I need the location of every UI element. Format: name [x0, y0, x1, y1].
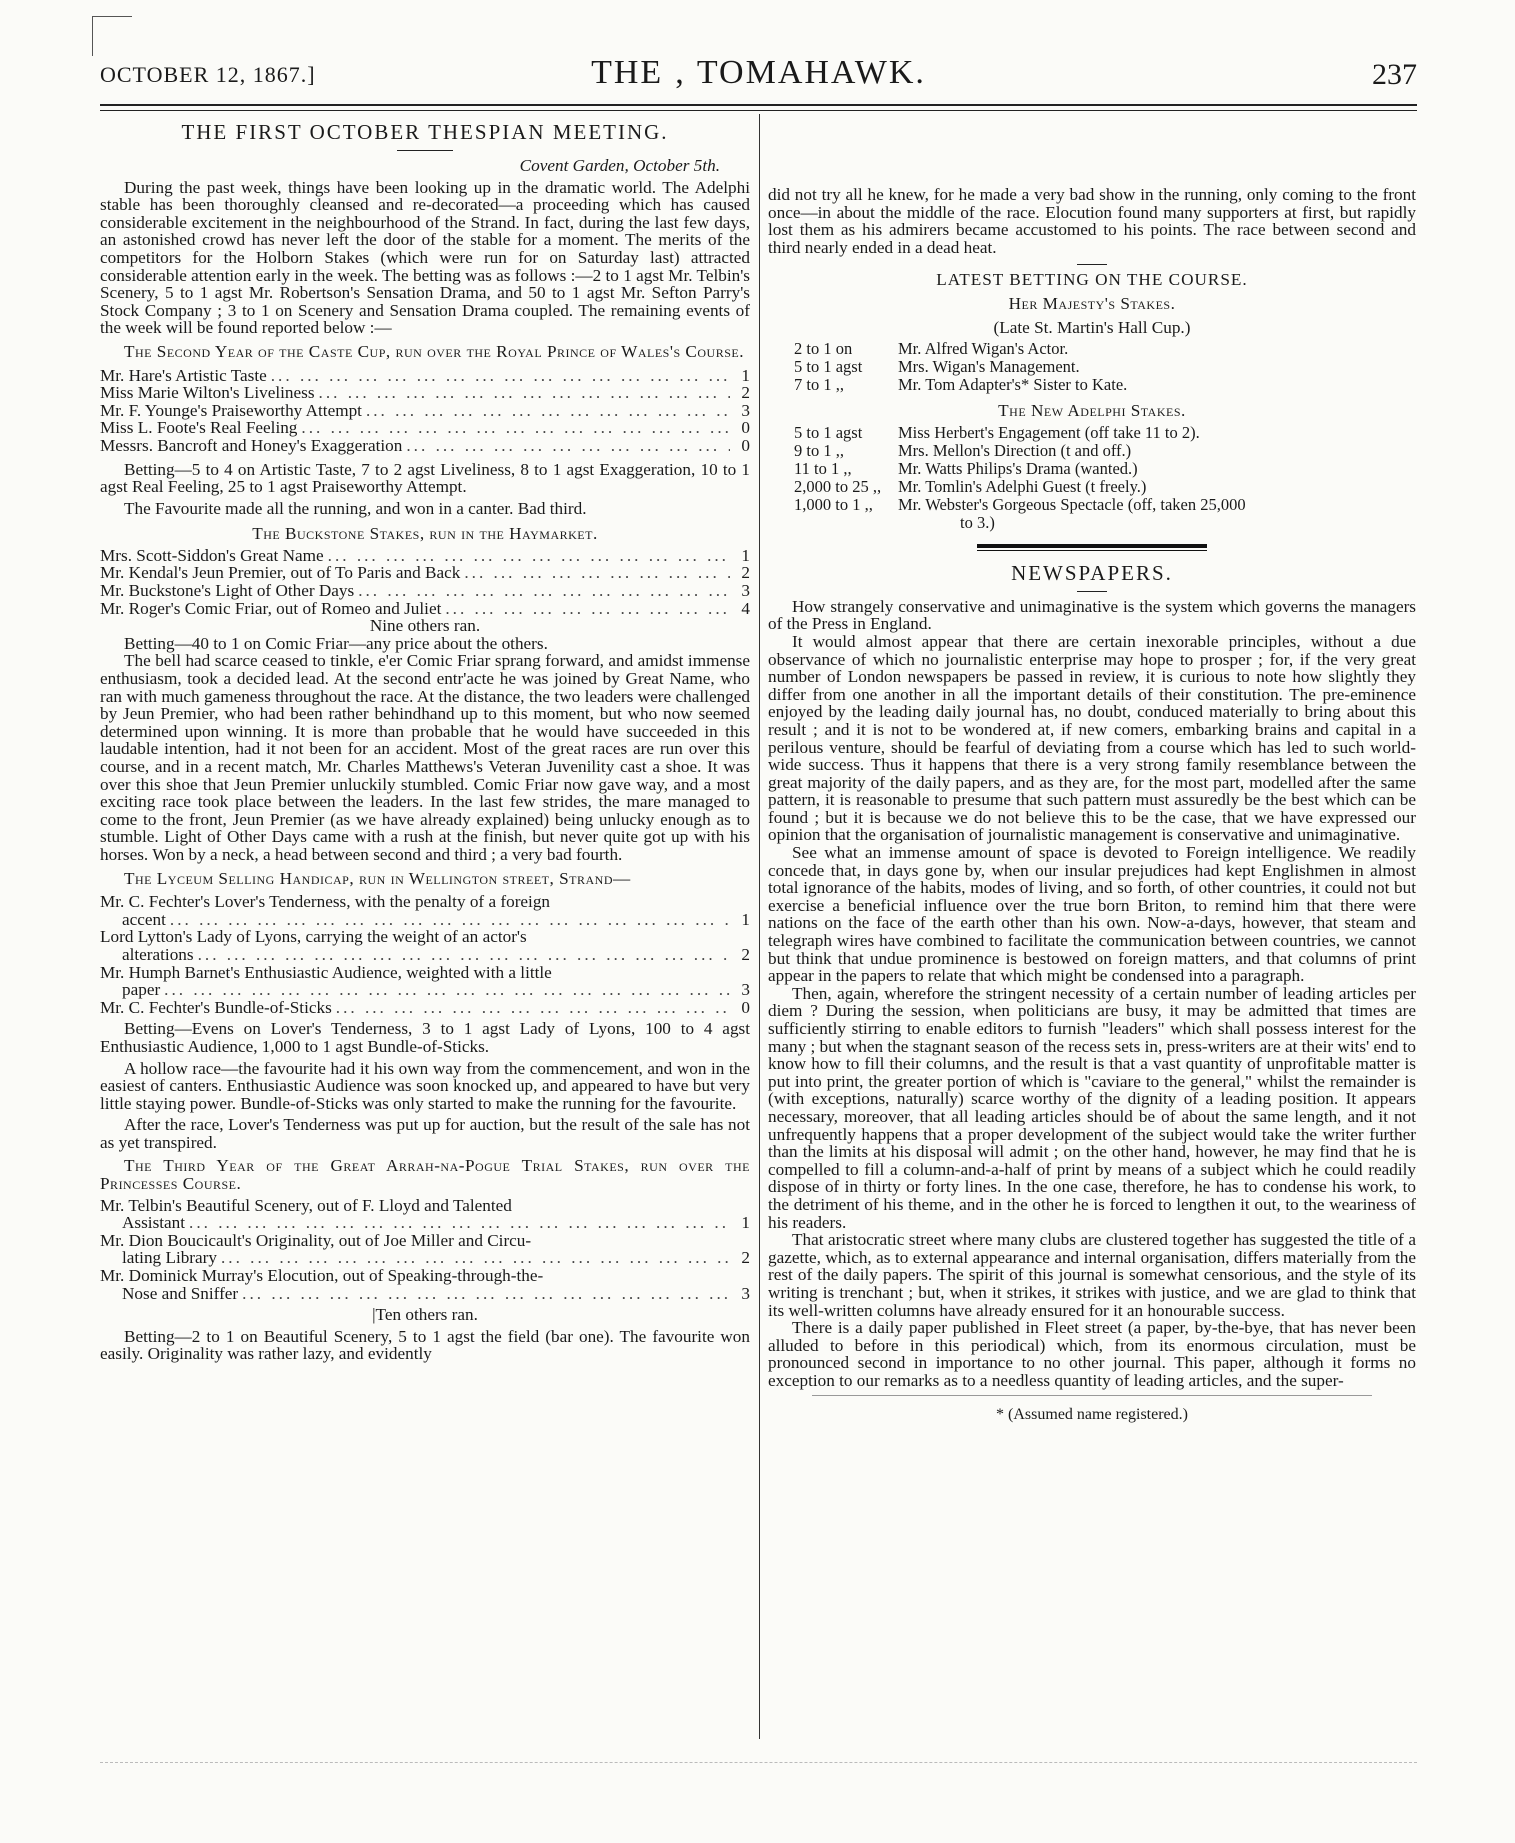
table-row: 9 to 1 ,, Mrs. Mellon's Direction (t and off.): [794, 440, 1132, 460]
arrah-continued: did not try all he knew, for he made a very bad show in the running, only coming to the front once—in about the middle of the race. Elocution found many supporters at first, but rapidly lost them as his admirers became accustomed to his points. The race between second and third nearly ended in a dead heat.: [768, 185, 1416, 257]
column-divider: [759, 114, 760, 1739]
title-rule: [397, 150, 453, 151]
race-title-arrah: The Third Year of the Great Arrah-na-Pogue Trial Stakes, run over the Princesses Course.: [100, 1156, 750, 1194]
section-heavy-rule: [977, 544, 1207, 551]
race-title-buckstone: The Buckstone Stakes, run in the Haymarket.: [252, 524, 598, 544]
table-row: to 3.): [960, 512, 995, 532]
table-row: 2 to 1 on Mr. Alfred Wigan's Actor.: [794, 339, 1069, 359]
article-title-thespian: THE FIRST OCTOBER THESPIAN MEETING.: [181, 120, 669, 144]
table-row: 7 to 1 ,, Mr. Tom Adapter's* Sister to Kate.: [794, 375, 1128, 395]
footnote-rule: [812, 1395, 1372, 1396]
masthead-rule: [100, 104, 1417, 111]
newspapers-paragraph: It would almost appear that there are certain inexorable principles, without a due observance of which no journalistic enterprise may hope to prosper ; for, if the very great number of London newspapers be passed in review, it is curious to note how slightly they differ from one another in all the important details of their constitution. The pre-eminence enjoyed by the leading daily journal has, no doubt, conduced materially to bring about this result ; and it is not to be wondered at, if new comers, embarking brains and capital in a perilous venture, should be fearful of deviating from a course which has led to such world-wide success. Thus it happens that there is a very strong family resemblance between the great majority of the daily papers, and as they are, for the most part, modelled after the same pattern, it is reasonable to presume that such pattern must assuredly be the best which can be found ; but it is because we do not believe this to be the case, that we have expressed our opinion that the organisation of journalistic management is conservative and unimaginative.: [768, 631, 1416, 845]
newspapers-paragraph: Then, again, wherefore the stringent necessity of a certain number of leading articles per diem ? During the session, when politicians are busy, it may be admitted that times are sufficiently stirring to enable editors to furnish "leaders" which shall possess interest for the many ; but when the stagnant season of the recess sets in, press-writers are at their wits' end to know how to fill their columns, and the result is that a vast quantity of unprofitable matter is put into print, the greater portion of which is "caviare to the general," whilst the remainder is (with exceptions, naturally) scarce worthy of the dignity of a leading position. It appears necessary, moreover, that all leading articles should be of about the same length, and it not unfrequently happens that a proper development of the subject would take the writer further than the limits at his disposal will admit ; on the other hand, however, he may find that he is compelled to fill a column-and-a-half of print by means of a subject which he could readily dispose of in thirty or forty lines. In the one case, therefore, he has to condense his work, to the detriment of his theme, and in the other he is forced to lengthen it out, to the weariness of his readers.: [768, 983, 1416, 1232]
dateline: Covent Garden, October 5th.: [519, 156, 720, 175]
table-row: 5 to 1 agst Mrs. Wigan's Management.: [794, 357, 1080, 377]
list-item: Mr. C. Fechter's Lover's Tenderness, with the penalty of a foreign accent ... . 1: [100, 893, 750, 928]
lyceum-entries: [100, 893, 750, 1016]
footnote: * (Assumed name registered.): [996, 1406, 1188, 1424]
list-item: Mr. C. Fechter's Bundle-of-Sticks ... . 0: [100, 999, 750, 1017]
arrah-entries: [100, 1197, 750, 1303]
majesty-betting-table: [794, 340, 1416, 394]
right-column: [768, 114, 1416, 1764]
issue-date: OCTOBER 12, 1867.]: [100, 62, 316, 87]
section-rule: [1077, 264, 1107, 265]
latest-betting-title: LATEST BETTING ON THE COURSE.: [936, 270, 1248, 290]
list-item: Mr. F. Younge's Praiseworthy Attempt ... . 3: [100, 402, 750, 420]
list-item: Messrs. Bancroft and Honey's Exaggeration ... . 0: [100, 437, 750, 455]
title-rule: [1077, 591, 1107, 592]
buckstone-others: Nine others ran.: [369, 616, 481, 636]
list-item: Mrs. Scott-Siddon's Great Name ... . 1: [100, 547, 750, 565]
table-row: 2,000 to 25 ,, Mr. Tomlin's Adelphi Guest (t freely.): [794, 476, 1147, 496]
arrah-betting: Betting—2 to 1 on Beautiful Scenery, 5 to 1 agst the field (bar one). The favourite won easily. Originality was rather lazy, and evidently: [100, 1326, 750, 1364]
list-item: Mr. Humph Barnet's Enthusiastic Audience, weighted with a little paper ... . 3: [100, 964, 750, 999]
buckstone-betting: Betting—40 to 1 on Comic Friar—any price about the others.: [124, 633, 548, 653]
lyceum-after: After the race, Lover's Tenderness was put up for auction, but the result of the sale has not as yet transpired.: [100, 1115, 750, 1152]
list-item: Mr. Telbin's Beautiful Scenery, out of F. Lloyd and Talented Assistant ... . 1: [100, 1197, 750, 1232]
table-row: 11 to 1 ,, Mr. Watts Philips's Drama (wanted.): [794, 458, 1138, 478]
bottom-rule: [100, 1762, 1417, 1763]
caste-betting: Betting—5 to 4 on Artistic Taste, 7 to 2 agst Liveliness, 8 to 1 agst Exaggeration, 10 to 1 agst Real Feeling, 25 to 1 agst Praiseworthy Attempt.: [100, 459, 750, 497]
list-item: Miss Marie Wilton's Liveliness ... . 2: [100, 384, 750, 402]
newspapers-paragraph: See what an immense amount of space is devoted to Foreign intelligence. We readily concede that, in days gone by, when our insular prejudices had kept Englishmen in almost total ignorance of the habits, modes of living, and so forth, of other countries, it could not but exercise a beneficial influence over the true born Briton, to remind him that there were nations on the face of the earth other than his own. Now-a-days, however, that steam and telegraph wires have combined to facilitate the communication between countries, we cannot but think that undue prominence is bestowed on foreign matters, and that columns of print appear in the papers to relate that which might be condensed into a paragraph.: [768, 843, 1416, 986]
adelphi-betting-table: [794, 424, 1416, 532]
list-item: Mr. Buckstone's Light of Other Days ... . 3: [100, 582, 750, 600]
buckstone-report: The bell had scarce ceased to tinkle, e'er Comic Friar sprang forward, and amidst immense enthusiasm, took a decided lead. At the second entr'acte he was joined by Great Name, who ran with much gameness throughout the race. At the distance, the two leaders were challenged by Jeun Premier, who had been rather behindhand up to this moment, but who now seemed determined upon winning. It is more than probable that he would have succeeded in this laudable intention, had it not been for an accident. Most of the great races are run over this course, and in a recent match, Mr. Charles Matthews's Veteran Juvenility cast a shoe. It was over this shoe that Jeun Premier unluckily stumbled. Comic Friar now gave way, and a most exciting race took place between the leaders. In the last few strides, the mare managed to come to the front, Jeun Premier (as we have already explained) being unlucky enough as to stumble. Light of Other Days came with a rush at the finish, but never quite got up with his horses. Won by a neck, a head between second and third ; a very bad fourth.: [100, 651, 750, 864]
arrah-others: |Ten others ran.: [372, 1305, 478, 1325]
newspapers-paragraph: There is a daily paper published in Fleet street (a paper, by-the-bye, that has never been alluded to before in this periodical) which, from its enormous circulation, must be pronounced second in importance to no other journal. This paper, although it forms no exception to our remarks as to a needless quantity of leading articles, and the super-: [768, 1318, 1416, 1390]
majesty-stakes-title: Her Majesty's Stakes.: [1008, 293, 1176, 313]
table-row: 5 to 1 agst Miss Herbert's Engagement (off take 11 to 2).: [794, 422, 1200, 442]
adelphi-stakes-title: The New Adelphi Stakes.: [998, 401, 1186, 421]
article-title-newspapers: NEWSPAPERS.: [1011, 560, 1173, 585]
race-title-caste: The Second Year of the Caste Cup, run over the Royal Prince of Wales's Course.: [124, 341, 745, 361]
buckstone-entries: [100, 547, 750, 617]
caste-entries: [100, 367, 750, 455]
list-item: Miss L. Foote's Real Feeling ... . 0: [100, 419, 750, 437]
table-row: 1,000 to 1 ,, Mr. Webster's Gorgeous Spectacle (off, taken 25,000: [794, 494, 1246, 514]
newspapers-paragraph: That aristocratic street where many clubs are clustered together has suggested the title of a gazette, which, as to external appearance and internal organisation, differs materially from the rest of the daily papers. The spirit of this journal is somewhat censorious, and the style of its writing is trenchant ; but, when it strikes, it strikes with justice, and we are glad to think that its well-written columns have already ensured for it an honourable success.: [768, 1230, 1416, 1320]
masthead: [100, 48, 1417, 108]
majesty-stakes-subtitle: (Late St. Martin's Hall Cup.): [993, 317, 1191, 337]
corner-mark-vertical: [92, 16, 93, 56]
lyceum-betting: Betting—Evens on Lover's Tenderness, 3 to 1 agst Lady of Lyons, 100 to 4 agst Enthusiastic Audience, 1,000 to 1 agst Bundle-of-Sticks.: [100, 1019, 750, 1056]
corner-mark: [92, 16, 132, 17]
left-column: [100, 114, 750, 1754]
list-item: Lord Lytton's Lady of Lyons, carrying the weight of an actor's alterations ... . 2: [100, 928, 750, 963]
list-item: Mr. Kendal's Jeun Premier, out of To Paris and Back ... . 2: [100, 564, 750, 582]
caste-result: The Favourite made all the running, and won in a canter. Bad third.: [124, 498, 587, 518]
newspapers-paragraph: How strangely conservative and unimaginative is the system which governs the managers of the Press in England.: [768, 596, 1416, 634]
list-item: Mr. Dominick Murray's Elocution, out of Speaking-through-the- Nose and Sniffer ... . 3: [100, 1267, 750, 1302]
list-item: Mr. Hare's Artistic Taste ... . 1: [100, 367, 750, 385]
intro-paragraph: During the past week, things have been looking up in the dramatic world. The Adelphi stable has been thoroughly cleansed and re-decorated—a proceeding which has caused considerable excitement in the neighbourhood of the Strand. In fact, during the last few days, an astonished crowd has never left the door of the stable for a moment. The merits of the competitors for the Holborn Stakes (which were run for on Saturday last) attracted considerable attention early in the week. The betting was as follows :—2 to 1 agst Mr. Telbin's Scenery, 5 to 1 agst Mr. Robertson's Sensation Drama, and 50 to 1 agst Mr. Sefton Parry's Stock Company ; 3 to 1 on Scenery and Sensation Drama coupled. The remaining events of the week will be found reported below :—: [100, 177, 750, 338]
list-item: Mr. Roger's Comic Friar, out of Romeo and Juliet ... . 4: [100, 600, 750, 618]
lyceum-report: A hollow race—the favourite had it his own way from the commencement, and won in the easiest of canters. Enthusiastic Audience was soon knocked up, and appeared to have but very little staying power. Bundle-of-Sticks was only started to make the running for the favourite.: [100, 1058, 750, 1113]
race-title-lyceum: The Lyceum Selling Handicap, run in Wellington street, Strand—: [124, 868, 631, 888]
publication-title: THE ‚ TOMAHAWK.: [591, 54, 926, 91]
page-number: 237: [1372, 58, 1417, 91]
list-item: Mr. Dion Boucicault's Originality, out of Joe Miller and Circu- lating Library ... . 2: [100, 1232, 750, 1267]
